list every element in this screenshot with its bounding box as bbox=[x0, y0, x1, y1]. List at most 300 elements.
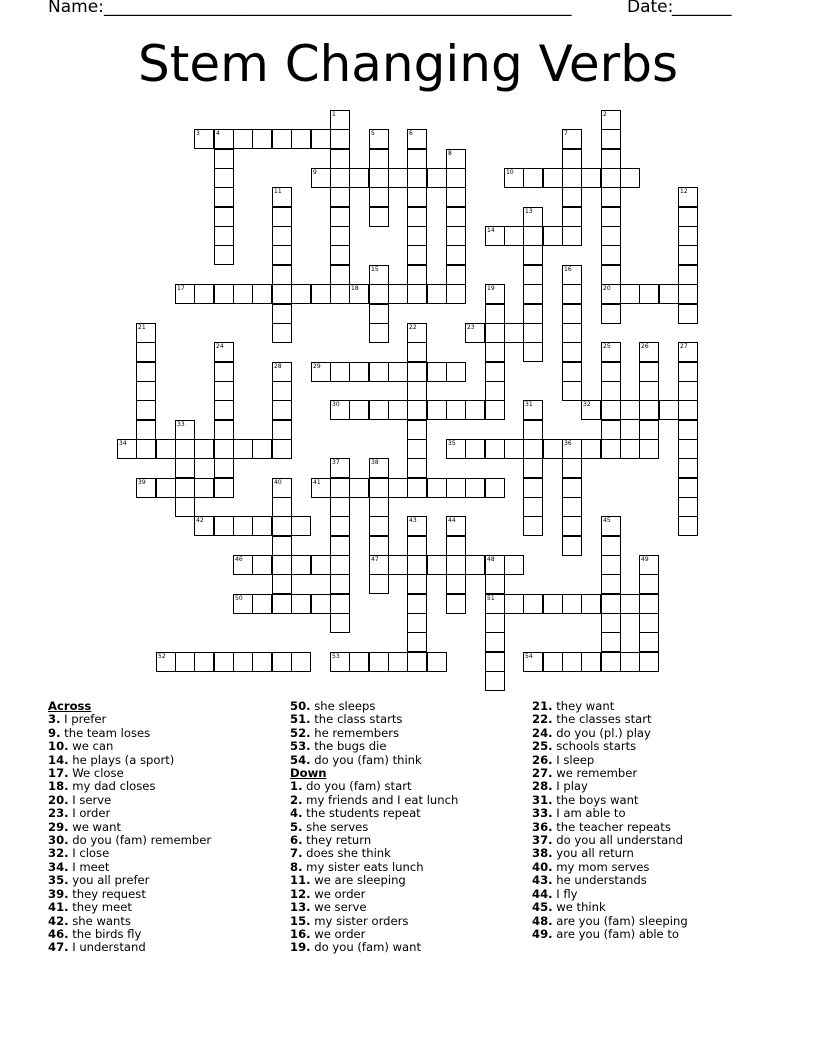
grid-cell[interactable] bbox=[369, 536, 389, 556]
grid-cell[interactable] bbox=[407, 284, 427, 304]
grid-cell[interactable] bbox=[233, 652, 253, 672]
grid-cell[interactable] bbox=[272, 207, 292, 227]
grid-cell[interactable] bbox=[194, 478, 214, 498]
grid-cell[interactable] bbox=[601, 574, 621, 594]
grid-cell[interactable] bbox=[543, 439, 563, 459]
grid-cell[interactable] bbox=[136, 439, 156, 459]
grid-cell[interactable] bbox=[446, 207, 466, 227]
grid-cell[interactable] bbox=[330, 536, 350, 556]
grid-cell[interactable] bbox=[330, 110, 350, 130]
grid-cell[interactable] bbox=[291, 284, 311, 304]
grid-cell[interactable] bbox=[407, 226, 427, 246]
grid-cell[interactable] bbox=[388, 168, 408, 188]
grid-cell[interactable] bbox=[252, 516, 272, 536]
grid-cell[interactable] bbox=[369, 168, 389, 188]
grid-cell[interactable] bbox=[136, 420, 156, 440]
grid-cell[interactable] bbox=[446, 245, 466, 265]
grid-cell[interactable] bbox=[543, 226, 563, 246]
grid-cell[interactable] bbox=[562, 594, 582, 614]
grid-cell[interactable] bbox=[485, 652, 505, 672]
grid-cell[interactable] bbox=[407, 594, 427, 614]
grid-cell[interactable] bbox=[601, 613, 621, 633]
grid-cell[interactable] bbox=[523, 516, 543, 536]
grid-cell[interactable] bbox=[291, 555, 311, 575]
grid-cell[interactable] bbox=[233, 129, 253, 149]
grid-cell[interactable] bbox=[349, 362, 369, 382]
grid-cell[interactable] bbox=[639, 400, 659, 420]
grid-cell[interactable] bbox=[175, 652, 195, 672]
grid-cell[interactable] bbox=[214, 226, 234, 246]
grid-cell[interactable] bbox=[407, 129, 427, 149]
grid-cell[interactable] bbox=[272, 245, 292, 265]
grid-cell[interactable] bbox=[272, 381, 292, 401]
grid-cell[interactable] bbox=[523, 400, 543, 420]
grid-cell[interactable] bbox=[446, 265, 466, 285]
grid-cell[interactable] bbox=[562, 362, 582, 382]
grid-cell[interactable] bbox=[214, 207, 234, 227]
grid-cell[interactable] bbox=[562, 226, 582, 246]
grid-cell[interactable] bbox=[485, 226, 505, 246]
grid-cell[interactable] bbox=[369, 207, 389, 227]
grid-cell[interactable] bbox=[446, 439, 466, 459]
grid-cell[interactable] bbox=[523, 207, 543, 227]
grid-cell[interactable] bbox=[562, 304, 582, 324]
grid-cell[interactable] bbox=[562, 516, 582, 536]
grid-cell[interactable] bbox=[369, 362, 389, 382]
grid-cell[interactable] bbox=[369, 129, 389, 149]
grid-cell[interactable] bbox=[272, 362, 292, 382]
grid-cell[interactable] bbox=[639, 362, 659, 382]
grid-cell[interactable] bbox=[407, 536, 427, 556]
grid-cell[interactable] bbox=[504, 168, 524, 188]
grid-cell[interactable] bbox=[601, 439, 621, 459]
grid-cell[interactable] bbox=[330, 207, 350, 227]
grid-cell[interactable] bbox=[311, 129, 331, 149]
grid-cell[interactable] bbox=[272, 265, 292, 285]
grid-cell[interactable] bbox=[543, 652, 563, 672]
grid-cell[interactable] bbox=[407, 613, 427, 633]
grid-cell[interactable] bbox=[175, 497, 195, 517]
grid-cell[interactable] bbox=[562, 478, 582, 498]
grid-cell[interactable] bbox=[214, 149, 234, 169]
grid-cell[interactable] bbox=[446, 284, 466, 304]
grid-cell[interactable] bbox=[330, 226, 350, 246]
grid-cell[interactable] bbox=[446, 516, 466, 536]
grid-cell[interactable] bbox=[136, 362, 156, 382]
grid-cell[interactable] bbox=[214, 439, 234, 459]
grid-cell[interactable] bbox=[562, 168, 582, 188]
grid-cell[interactable] bbox=[407, 574, 427, 594]
grid-cell[interactable] bbox=[252, 555, 272, 575]
grid-cell[interactable] bbox=[214, 420, 234, 440]
grid-cell[interactable] bbox=[601, 110, 621, 130]
grid-cell[interactable] bbox=[369, 304, 389, 324]
grid-cell[interactable] bbox=[407, 342, 427, 362]
grid-cell[interactable] bbox=[407, 381, 427, 401]
grid-cell[interactable] bbox=[194, 652, 214, 672]
grid-cell[interactable] bbox=[427, 284, 447, 304]
grid-cell[interactable] bbox=[601, 187, 621, 207]
grid-cell[interactable] bbox=[214, 129, 234, 149]
grid-cell[interactable] bbox=[175, 284, 195, 304]
grid-cell[interactable] bbox=[523, 284, 543, 304]
grid-cell[interactable] bbox=[349, 400, 369, 420]
grid-cell[interactable] bbox=[485, 439, 505, 459]
grid-cell[interactable] bbox=[446, 149, 466, 169]
grid-cell[interactable] bbox=[465, 478, 485, 498]
grid-cell[interactable] bbox=[523, 594, 543, 614]
grid-cell[interactable] bbox=[601, 420, 621, 440]
grid-cell[interactable] bbox=[272, 284, 292, 304]
grid-cell[interactable] bbox=[639, 613, 659, 633]
grid-cell[interactable] bbox=[136, 381, 156, 401]
grid-cell[interactable] bbox=[369, 555, 389, 575]
grid-cell[interactable] bbox=[562, 207, 582, 227]
grid-cell[interactable] bbox=[678, 304, 698, 324]
grid-cell[interactable] bbox=[504, 439, 524, 459]
grid-cell[interactable] bbox=[601, 381, 621, 401]
grid-cell[interactable] bbox=[272, 536, 292, 556]
grid-cell[interactable] bbox=[407, 245, 427, 265]
grid-cell[interactable] bbox=[407, 265, 427, 285]
grid-cell[interactable] bbox=[620, 284, 640, 304]
grid-cell[interactable] bbox=[388, 284, 408, 304]
grid-cell[interactable] bbox=[465, 400, 485, 420]
grid-cell[interactable] bbox=[407, 207, 427, 227]
grid-cell[interactable] bbox=[214, 245, 234, 265]
grid-cell[interactable] bbox=[659, 400, 679, 420]
grid-cell[interactable] bbox=[485, 594, 505, 614]
grid-cell[interactable] bbox=[678, 362, 698, 382]
grid-cell[interactable] bbox=[485, 342, 505, 362]
grid-cell[interactable] bbox=[659, 284, 679, 304]
grid-cell[interactable] bbox=[601, 594, 621, 614]
grid-cell[interactable] bbox=[311, 478, 331, 498]
grid-cell[interactable] bbox=[523, 439, 543, 459]
grid-cell[interactable] bbox=[407, 439, 427, 459]
grid-cell[interactable] bbox=[214, 362, 234, 382]
grid-cell[interactable] bbox=[330, 594, 350, 614]
grid-cell[interactable] bbox=[620, 439, 640, 459]
grid-cell[interactable] bbox=[601, 129, 621, 149]
grid-cell[interactable] bbox=[369, 652, 389, 672]
grid-cell[interactable] bbox=[562, 265, 582, 285]
grid-cell[interactable] bbox=[214, 284, 234, 304]
grid-cell[interactable] bbox=[678, 458, 698, 478]
grid-cell[interactable] bbox=[388, 478, 408, 498]
grid-cell[interactable] bbox=[504, 594, 524, 614]
grid-cell[interactable] bbox=[639, 439, 659, 459]
grid-cell[interactable] bbox=[601, 536, 621, 556]
grid-cell[interactable] bbox=[465, 439, 485, 459]
grid-cell[interactable] bbox=[427, 652, 447, 672]
grid-cell[interactable] bbox=[427, 362, 447, 382]
grid-cell[interactable] bbox=[581, 400, 601, 420]
grid-cell[interactable] bbox=[562, 342, 582, 362]
grid-cell[interactable] bbox=[446, 362, 466, 382]
grid-cell[interactable] bbox=[311, 168, 331, 188]
grid-cell[interactable] bbox=[291, 652, 311, 672]
grid-cell[interactable] bbox=[330, 458, 350, 478]
grid-cell[interactable] bbox=[407, 323, 427, 343]
grid-cell[interactable] bbox=[620, 652, 640, 672]
grid-cell[interactable] bbox=[678, 207, 698, 227]
grid-cell[interactable] bbox=[620, 594, 640, 614]
grid-cell[interactable] bbox=[349, 284, 369, 304]
grid-cell[interactable] bbox=[562, 458, 582, 478]
grid-cell[interactable] bbox=[407, 187, 427, 207]
grid-cell[interactable] bbox=[427, 555, 447, 575]
grid-cell[interactable] bbox=[427, 478, 447, 498]
grid-cell[interactable] bbox=[311, 555, 331, 575]
grid-cell[interactable] bbox=[678, 420, 698, 440]
grid-cell[interactable] bbox=[678, 265, 698, 285]
grid-cell[interactable] bbox=[330, 245, 350, 265]
grid-cell[interactable] bbox=[407, 362, 427, 382]
grid-cell[interactable] bbox=[330, 574, 350, 594]
grid-cell[interactable] bbox=[272, 304, 292, 324]
grid-cell[interactable] bbox=[369, 458, 389, 478]
grid-cell[interactable] bbox=[407, 652, 427, 672]
grid-cell[interactable] bbox=[639, 594, 659, 614]
grid-cell[interactable] bbox=[330, 168, 350, 188]
grid-cell[interactable] bbox=[639, 420, 659, 440]
grid-cell[interactable] bbox=[465, 323, 485, 343]
grid-cell[interactable] bbox=[175, 478, 195, 498]
grid-cell[interactable] bbox=[369, 284, 389, 304]
grid-cell[interactable] bbox=[252, 129, 272, 149]
grid-cell[interactable] bbox=[330, 613, 350, 633]
grid-cell[interactable] bbox=[369, 516, 389, 536]
grid-cell[interactable] bbox=[523, 304, 543, 324]
grid-cell[interactable] bbox=[330, 555, 350, 575]
grid-cell[interactable] bbox=[330, 362, 350, 382]
grid-cell[interactable] bbox=[330, 400, 350, 420]
grid-cell[interactable] bbox=[562, 381, 582, 401]
grid-cell[interactable] bbox=[214, 168, 234, 188]
grid-cell[interactable] bbox=[678, 516, 698, 536]
grid-cell[interactable] bbox=[136, 400, 156, 420]
grid-cell[interactable] bbox=[233, 594, 253, 614]
grid-cell[interactable] bbox=[601, 207, 621, 227]
grid-cell[interactable] bbox=[446, 574, 466, 594]
grid-cell[interactable] bbox=[581, 652, 601, 672]
grid-cell[interactable] bbox=[678, 400, 698, 420]
grid-cell[interactable] bbox=[175, 458, 195, 478]
grid-cell[interactable] bbox=[601, 400, 621, 420]
grid-cell[interactable] bbox=[678, 187, 698, 207]
grid-cell[interactable] bbox=[678, 226, 698, 246]
grid-cell[interactable] bbox=[272, 594, 292, 614]
grid-cell[interactable] bbox=[446, 187, 466, 207]
grid-cell[interactable] bbox=[562, 284, 582, 304]
grid-cell[interactable] bbox=[485, 284, 505, 304]
grid-cell[interactable] bbox=[485, 400, 505, 420]
grid-cell[interactable] bbox=[678, 284, 698, 304]
grid-cell[interactable] bbox=[369, 323, 389, 343]
grid-cell[interactable] bbox=[311, 594, 331, 614]
grid-cell[interactable] bbox=[639, 632, 659, 652]
grid-cell[interactable] bbox=[407, 149, 427, 169]
grid-cell[interactable] bbox=[252, 594, 272, 614]
grid-cell[interactable] bbox=[330, 478, 350, 498]
grid-cell[interactable] bbox=[272, 187, 292, 207]
grid-cell[interactable] bbox=[330, 652, 350, 672]
grid-cell[interactable] bbox=[581, 439, 601, 459]
grid-cell[interactable] bbox=[349, 652, 369, 672]
grid-cell[interactable] bbox=[194, 284, 214, 304]
grid-cell[interactable] bbox=[581, 168, 601, 188]
grid-cell[interactable] bbox=[581, 594, 601, 614]
grid-cell[interactable] bbox=[407, 400, 427, 420]
grid-cell[interactable] bbox=[330, 497, 350, 517]
grid-cell[interactable] bbox=[369, 149, 389, 169]
grid-cell[interactable] bbox=[523, 497, 543, 517]
grid-cell[interactable] bbox=[272, 226, 292, 246]
grid-cell[interactable] bbox=[485, 555, 505, 575]
grid-cell[interactable] bbox=[214, 400, 234, 420]
grid-cell[interactable] bbox=[407, 168, 427, 188]
grid-cell[interactable] bbox=[369, 497, 389, 517]
grid-cell[interactable] bbox=[330, 187, 350, 207]
grid-cell[interactable] bbox=[291, 594, 311, 614]
grid-cell[interactable] bbox=[601, 226, 621, 246]
grid-cell[interactable] bbox=[523, 168, 543, 188]
grid-cell[interactable] bbox=[252, 284, 272, 304]
grid-cell[interactable] bbox=[194, 516, 214, 536]
grid-cell[interactable] bbox=[485, 671, 505, 691]
grid-cell[interactable] bbox=[233, 439, 253, 459]
grid-cell[interactable] bbox=[639, 574, 659, 594]
grid-cell[interactable] bbox=[562, 129, 582, 149]
grid-cell[interactable] bbox=[523, 458, 543, 478]
grid-cell[interactable] bbox=[349, 478, 369, 498]
grid-cell[interactable] bbox=[214, 458, 234, 478]
grid-cell[interactable] bbox=[388, 400, 408, 420]
grid-cell[interactable] bbox=[601, 149, 621, 169]
grid-cell[interactable] bbox=[485, 478, 505, 498]
grid-cell[interactable] bbox=[388, 555, 408, 575]
grid-cell[interactable] bbox=[272, 497, 292, 517]
grid-cell[interactable] bbox=[485, 574, 505, 594]
grid-cell[interactable] bbox=[446, 555, 466, 575]
grid-cell[interactable] bbox=[562, 652, 582, 672]
grid-cell[interactable] bbox=[446, 226, 466, 246]
grid-cell[interactable] bbox=[601, 652, 621, 672]
grid-cell[interactable] bbox=[330, 265, 350, 285]
grid-cell[interactable] bbox=[175, 439, 195, 459]
grid-cell[interactable] bbox=[330, 516, 350, 536]
grid-cell[interactable] bbox=[446, 594, 466, 614]
grid-cell[interactable] bbox=[156, 439, 176, 459]
grid-cell[interactable] bbox=[369, 187, 389, 207]
grid-cell[interactable] bbox=[272, 323, 292, 343]
grid-cell[interactable] bbox=[523, 342, 543, 362]
grid-cell[interactable] bbox=[543, 168, 563, 188]
grid-cell[interactable] bbox=[601, 168, 621, 188]
grid-cell[interactable] bbox=[136, 342, 156, 362]
name-line[interactable]: _______________________________________________________ bbox=[104, 0, 572, 17]
grid-cell[interactable] bbox=[233, 284, 253, 304]
grid-cell[interactable] bbox=[369, 478, 389, 498]
grid-cell[interactable] bbox=[639, 652, 659, 672]
grid-cell[interactable] bbox=[504, 555, 524, 575]
grid-cell[interactable] bbox=[214, 478, 234, 498]
grid-cell[interactable] bbox=[523, 226, 543, 246]
grid-cell[interactable] bbox=[639, 284, 659, 304]
grid-cell[interactable] bbox=[330, 129, 350, 149]
grid-cell[interactable] bbox=[678, 381, 698, 401]
grid-cell[interactable] bbox=[485, 323, 505, 343]
grid-cell[interactable] bbox=[601, 555, 621, 575]
grid-cell[interactable] bbox=[272, 574, 292, 594]
grid-cell[interactable] bbox=[678, 245, 698, 265]
grid-cell[interactable] bbox=[562, 149, 582, 169]
grid-cell[interactable] bbox=[175, 420, 195, 440]
grid-cell[interactable] bbox=[523, 245, 543, 265]
grid-cell[interactable] bbox=[272, 129, 292, 149]
grid-cell[interactable] bbox=[156, 652, 176, 672]
grid-cell[interactable] bbox=[485, 613, 505, 633]
grid-cell[interactable] bbox=[407, 458, 427, 478]
grid-cell[interactable] bbox=[388, 652, 408, 672]
grid-cell[interactable] bbox=[601, 632, 621, 652]
grid-cell[interactable] bbox=[678, 439, 698, 459]
grid-cell[interactable] bbox=[562, 187, 582, 207]
grid-cell[interactable] bbox=[446, 400, 466, 420]
grid-cell[interactable] bbox=[407, 516, 427, 536]
grid-cell[interactable] bbox=[504, 323, 524, 343]
grid-cell[interactable] bbox=[562, 439, 582, 459]
grid-cell[interactable] bbox=[523, 323, 543, 343]
grid-cell[interactable] bbox=[311, 284, 331, 304]
grid-cell[interactable] bbox=[639, 555, 659, 575]
grid-cell[interactable] bbox=[446, 168, 466, 188]
grid-cell[interactable] bbox=[349, 168, 369, 188]
grid-cell[interactable] bbox=[678, 342, 698, 362]
grid-cell[interactable] bbox=[407, 632, 427, 652]
grid-cell[interactable] bbox=[601, 362, 621, 382]
grid-cell[interactable] bbox=[601, 516, 621, 536]
grid-cell[interactable] bbox=[407, 555, 427, 575]
grid-cell[interactable] bbox=[523, 478, 543, 498]
grid-cell[interactable] bbox=[485, 632, 505, 652]
grid-cell[interactable] bbox=[620, 400, 640, 420]
grid-cell[interactable] bbox=[523, 420, 543, 440]
grid-cell[interactable] bbox=[252, 439, 272, 459]
grid-cell[interactable] bbox=[678, 497, 698, 517]
grid-cell[interactable] bbox=[407, 420, 427, 440]
grid-cell[interactable] bbox=[233, 516, 253, 536]
grid-cell[interactable] bbox=[136, 478, 156, 498]
grid-cell[interactable] bbox=[272, 478, 292, 498]
grid-cell[interactable] bbox=[388, 362, 408, 382]
grid-cell[interactable] bbox=[465, 555, 485, 575]
grid-cell[interactable] bbox=[117, 439, 137, 459]
grid-cell[interactable] bbox=[214, 342, 234, 362]
grid-cell[interactable] bbox=[407, 478, 427, 498]
grid-cell[interactable] bbox=[678, 478, 698, 498]
grid-cell[interactable] bbox=[214, 652, 234, 672]
grid-cell[interactable] bbox=[369, 574, 389, 594]
grid-cell[interactable] bbox=[136, 323, 156, 343]
grid-cell[interactable] bbox=[330, 149, 350, 169]
grid-cell[interactable] bbox=[291, 516, 311, 536]
grid-cell[interactable] bbox=[504, 226, 524, 246]
grid-cell[interactable] bbox=[272, 652, 292, 672]
grid-cell[interactable] bbox=[427, 400, 447, 420]
date-line[interactable]: _______ bbox=[672, 0, 732, 17]
